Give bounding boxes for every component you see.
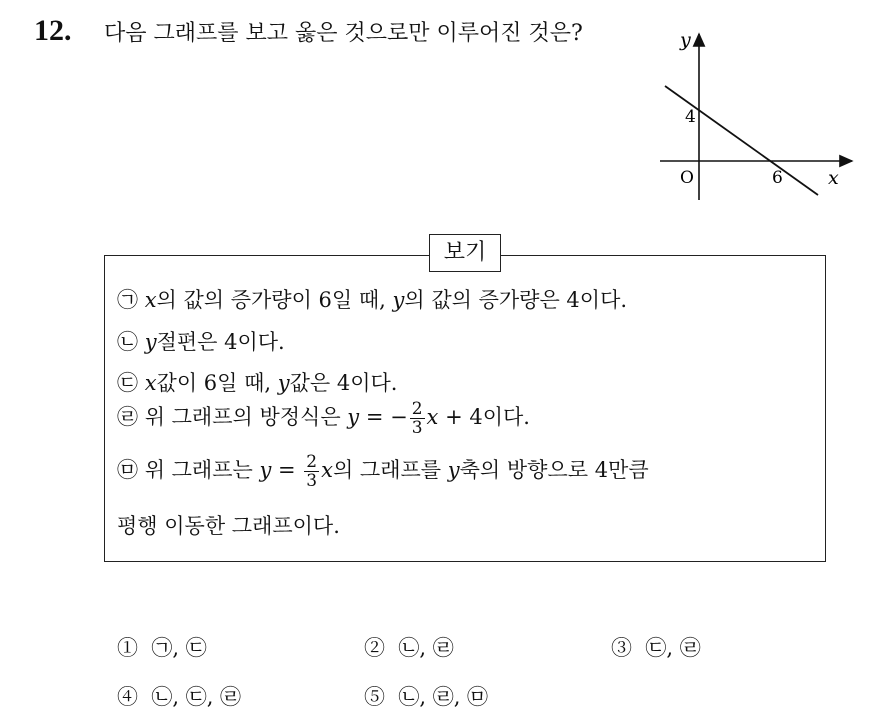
x-intercept-label: 6 bbox=[772, 168, 783, 188]
bogi-item-5: ㉤ 위 그래프는 y = $\frac{2}{3}$ x의 그래프를 y축의 방향으로 4만큼 bbox=[117, 452, 649, 491]
y-axis-label: y bbox=[680, 29, 691, 51]
question-number: 12. bbox=[34, 14, 72, 47]
question-text: 다음 그래프를 보고 옳은 것으로만 이루어진 것은? bbox=[104, 21, 583, 46]
bogi-title: 보기 bbox=[429, 234, 501, 272]
choice-3[interactable]: ③ ㉢, ㉣ bbox=[611, 636, 701, 660]
fraction: $\frac{2}{3}$ bbox=[306, 452, 318, 491]
choice-5[interactable]: ⑤ ㉡, ㉣, ㉤ bbox=[364, 685, 489, 709]
bogi-item-5-line2: 평행 이동한 그래프이다. bbox=[117, 514, 340, 538]
bogi-item-4: ㉣ 위 그래프의 방정식은 y = − $\frac{2}{3}$ x + 4이다. bbox=[117, 399, 530, 438]
bogi-item-3: ㉢ x값이 6일 때, y값은 4이다. bbox=[117, 371, 398, 395]
choice-2[interactable]: ② ㉡, ㉣ bbox=[364, 636, 454, 660]
bogi-item-1: ㉠ x의 값의 증가량이 6일 때, y의 값의 증가량은 4이다. bbox=[117, 288, 628, 312]
choice-1[interactable]: ① ㉠, ㉢ bbox=[117, 636, 207, 660]
x-axis-label: x bbox=[828, 167, 839, 189]
linear-graph bbox=[650, 20, 860, 210]
fraction: $\frac{2}{3}$ bbox=[411, 399, 423, 438]
bogi-item-2: ㉡ y절편은 4이다. bbox=[117, 330, 285, 354]
choice-4[interactable]: ④ ㉡, ㉢, ㉣ bbox=[117, 685, 242, 709]
y-intercept-label: 4 bbox=[685, 107, 696, 127]
origin-label: O bbox=[680, 168, 694, 188]
